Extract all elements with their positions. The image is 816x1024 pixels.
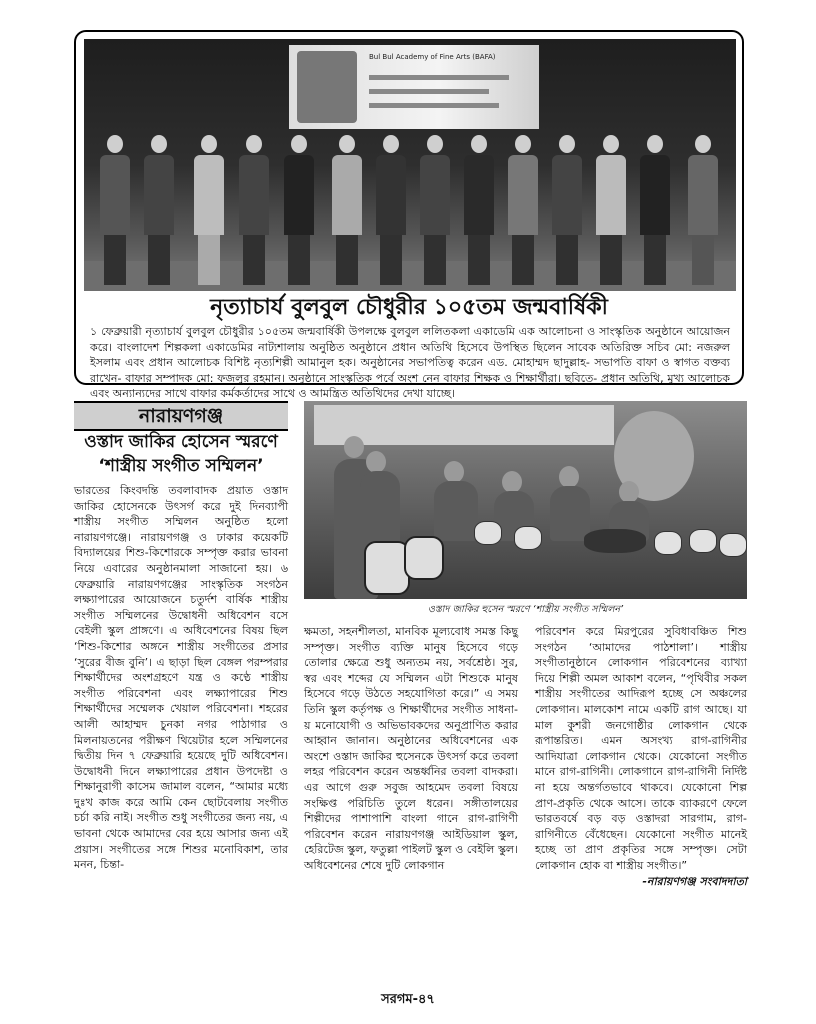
stage-floor	[84, 261, 736, 291]
article-title-line1: ওস্তাদ জাকির হোসেন স্মরণে	[84, 432, 278, 452]
article-title-line2: ‘শাস্ত্রীয় সংগীত সম্মিলন’	[98, 456, 264, 476]
concert-photo-caption: ওস্তাদ জাকির হুসেন স্মরণে ‘শাস্ত্রীয় সংগীত সম্মিলন’	[427, 604, 624, 615]
section-tag: নারায়ণগঞ্জ	[74, 401, 288, 431]
article-column-2: ক্ষমতা, সহনশীলতা, মানবিক মূল্যবোধ সমস্ত কিছু সম্পৃক্ত। সংগীত ব্যক্তি মানুষ হিসেবে গড়ে তোলার ক্ষেত্রে শুধু অন্যতম নয়, সর্বশ্রেষ্ঠ। সুর, স্বর এবং শব্দের যে সম্মিলন এটা শিশুকে মানুষ হিসেবে গড়ে উঠতে সহযোগিতা করে।” এ সময় তিনি স্কুল কর্তৃপক্ষ ও শিক্ষার্থীদের সংগীত সাধনা-য় মনোযোগী ও অভিভাবকদের অনুপ্রাণিত করার আহ্বান জানান। অনুষ্ঠানের অধিবেশনের এক অংশে ওস্তাদ জাকির হুসেনকে উৎসর্গ করে তবলা লহর পরিবেশন করেন অন্তর্ধ্বনির তবলা বাদকরা। এর আগে গুরু সবুজ আহমেদ তবলা বিষয়ে সংক্ষিপ্ত পরিচিতি তুলে ধরেন। সঙ্গীতালয়ের শিল্পীদের পাশাপাশি বাংলা গানে রাগ-রাগিণী পরিবেশন করেন নারায়ণগঞ্জ আইডিয়াল স্কুল, হেরিটেজ স্কুল, ফতুল্লা পাইলট স্কুল ও বেইলি স্কুল। অধিবেশনের শেষে দুটি লোকগান	[304, 625, 518, 872]
top-feature-box	[74, 30, 744, 400]
top-caption: ১ ফেব্রুয়ারী নৃত্যাচার্য বুলবুল চৌধুরীর ১০৫তম জন্মবার্ষিকী উপলক্ষে বুলবুল ললিতকলা একাডেমি এক আলোচনা ও সাংস্কৃতিক অনুষ্ঠানে আয়োজন করে। বাংলাদেশ শিল্পকলা একাডেমির নাট্যশালায় অনুষ্ঠিত অনুষ্ঠানে প্রধান অতিথি হিসেবে উপস্থিত ছিলেন সাবেক অতিরিক্ত সচিব মো: নজরুল ইসলাম এবং প্রধান আলোচক বিশিষ্ট নৃত্যশিল্পী আমানুল হক। অনুষ্ঠানের সভাপতিত্ব করেন এড. মোহাম্মদ ছাদুল্লাহ- সভাপতি বাফা ও স্বাগত বক্তব্য রাখেন- বাফার সম্পাদক মো: ফজলুর রহমান। অনুষ্ঠানে সাংস্কৃতিক পর্বে অংশ নেন বাফার শিক্ষক ও শিক্ষার্থীরা। ছবিতে- প্রধান অতিথি, মুখ্য আলোচক এবং অন্যান্যদের সাথে বাফার কর্মকর্তাদের সাথে ও আমন্ত্রিত অতিথিদের দেখা যাচ্ছে।	[90, 325, 730, 400]
article-column-3-text: পরিবেশন করে মিরপুরের সুবিধাবঞ্চিত শিশু সংগঠন ‘আমাদের পাঠশালা’। শাস্ত্রীয় সংগীতানুষ্ঠানে লোকগান পরিবেশনের ব্যাখ্যা দিয়ে শিল্পী অমল আকাশ বলেন, “পৃথিবীর সকল শাস্ত্রীয় সংগীতের আদিরূপ হচ্ছে সে অঞ্চলের লোকগান। মালকোশ নামে একটি রাগ আছে। যা মাল কুশরী জনগোষ্ঠীর লোকগান থেকে রূপান্তরিত। এমন অসংখ্য রাগ-রাগিনীর আদিযাত্রা লোকগান থেকে। যেকোনো সংগীত মানে রাগ-রাগিনী। লোকগানে রাগ-রাগিনী নির্দিষ্ট না হয়ে অন্তর্গতভাবে থাকবে। যেকোনো শিল্প প্রাণ-প্রকৃতি থেকে আসে। তাকে ব্যাকরণে ফেলে ভারতবর্ষে বড় বড় ওস্তাদরা সারগাম, রাগ-রাগিনীতে বেঁধেছেন। যেকোনো সংগীত মানেই হচ্ছে তা প্রাণ প্রকৃতির সঙ্গে সম্পৃক্ত। সেটা লোকগান হোক বা শাস্ত্রীয় সংগীত।”	[535, 625, 747, 872]
banner-text: Bul Bul Academy of Fine Arts (BAFA)	[369, 53, 496, 61]
article-byline: -নারায়ণগঞ্জ সংবাদদাতা	[642, 874, 747, 888]
article-column-1: ভারতের কিংবদন্তি তবলাবাদক প্রয়াত ওস্তাদ জাকির হোসেনকে উৎসর্গ করে দুই দিনব্যাপী শাস্ত্রীয় সংগীত সম্মিলন অনুষ্ঠিত হলো নারায়ণগঞ্জে। নারায়ণগঞ্জ ও ঢাকার কয়েকটি বিদ্যালয়ের শিশু-কিশোরকে সম্পৃক্ত করার ভাবনা নিয়ে এবারের অনুষ্ঠানমালা সাজানো হয়। ৬ ফেব্রুয়ারি নারায়ণগঞ্জের সাংস্কৃতিক সংগঠন লক্ষ্যাপারের আয়োজনে চতুর্দশ বার্ষিক শাস্ত্রীয় সংগীত সম্মিলনের উদ্বোধনী অধিবেশন বসে বেইলী স্কুল প্রাঙ্গণে। এ অধিবেশনের বিষয় ছিল ‘শিশু-কিশোর অঙ্গনে শাস্ত্রীয় সংগীতের প্রসার ‘সুরের বীজ বুনি’। এ ছাড়া ছিল বেঙ্গল পরম্পরার শিক্ষার্থীদের অংশগ্রহণে যন্ত্র ও কণ্ঠে শাস্ত্রীয় সংগীত পরিবেশনা এবং লক্ষ্যাপারের শিশু শিক্ষার্থীদের সম্মেলক খেয়াল পরিবেশনা। শহরের আলী আহাম্মদ চুনকা নগর পাঠাগার ও মিলনায়তনের পরীক্ষণ থিয়েটার হলে সম্মিলনের দ্বিতীয় দিন ৭ ফেব্রুয়ারি হয়েছে দুটি অধিবেশন। উদ্বোধনী দিনে লক্ষ্যাপারের প্রধান উপদেষ্টা ও শিক্ষানুরাগী কাসেম জামাল বলেন, “আমার মধ্যে দুঃখ কাজ করে আমি কেন ছোটবেলায় সংগীত চর্চা করি নাই। সংগীত শুধু সংগীতের জন্য নয়, এ ভাবনা থেকে আমাদের বের হয়ে আসার জন্য এই প্রয়াস। সংগীতের সঙ্গে শিশুর মনোবিকাশ, তার মনন, চিন্তা-	[74, 484, 288, 872]
article-column-3	[535, 624, 747, 889]
article-title	[74, 430, 288, 478]
banner-portrait	[297, 51, 357, 123]
event-banner	[289, 45, 539, 129]
page-number: সরগম-৪৭	[381, 992, 435, 1007]
top-headline: নৃত্যাচার্য বুলবুল চৌধুরীর ১০৫তম জন্মবার্ষিকী	[210, 295, 608, 320]
group-photo	[84, 39, 736, 291]
concert-photo	[304, 401, 747, 599]
